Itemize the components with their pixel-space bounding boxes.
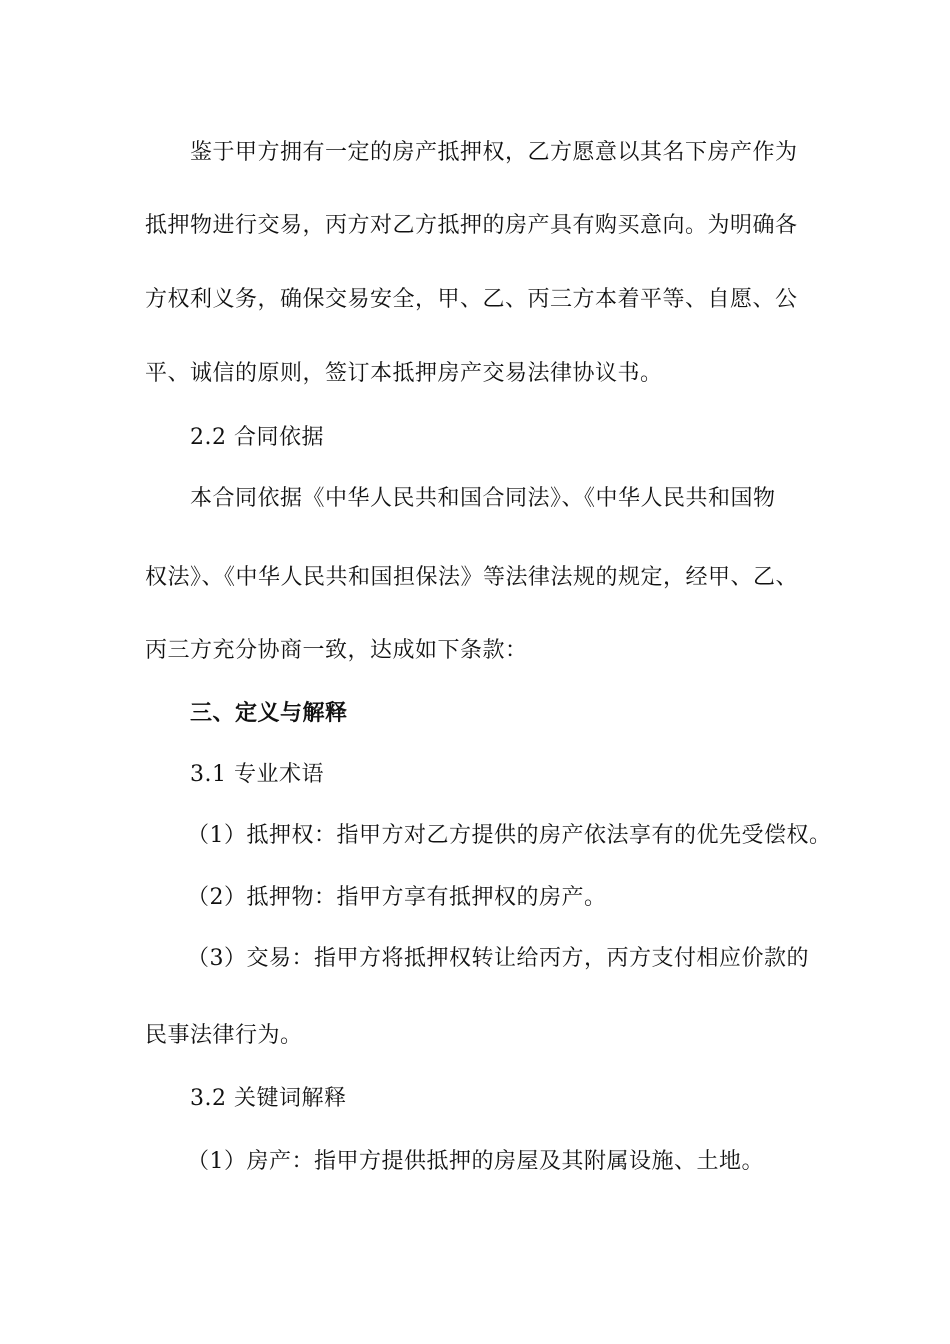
paragraph-line: 平、诚信的原则，签订本抵押房产交易法律协议书。	[145, 361, 663, 386]
list-item: （1）抵押权：指甲方对乙方提供的房产依法享有的优先受偿权。	[187, 823, 832, 848]
paragraph-line: 方权利义务，确保交易安全，甲、乙、丙三方本着平等、自愿、公	[145, 287, 798, 312]
paragraph-line: 丙三方充分协商一致，达成如下条款：	[145, 638, 528, 663]
paragraph-line: 权法》、《中华人民共和国担保法》等法律法规的规定，经甲、乙、	[145, 565, 799, 590]
paragraph-line: 鉴于甲方拥有一定的房产抵押权，乙方愿意以其名下房产作为	[190, 140, 798, 165]
section-heading: 2.2 合同依据	[190, 425, 324, 450]
section-heading: 3.2 关键词解释	[190, 1086, 347, 1111]
list-item: （3）交易：指甲方将抵押权转让给丙方，丙方支付相应价款的	[187, 946, 809, 971]
list-item: （1）房产：指甲方提供抵押的房屋及其附属设施、土地。	[187, 1149, 764, 1174]
paragraph-line: 抵押物进行交易，丙方对乙方抵押的房产具有购买意向。为明确各	[145, 213, 798, 238]
section-heading: 3.1 专业术语	[190, 762, 324, 787]
paragraph-line: 民事法律行为。	[145, 1023, 303, 1048]
list-item: （2）抵押物：指甲方享有抵押权的房产。	[187, 885, 607, 910]
paragraph-line: 本合同依据《中华人民共和国合同法》、《中华人民共和国物	[190, 486, 776, 511]
chapter-heading: 三、定义与解释	[190, 700, 348, 726]
